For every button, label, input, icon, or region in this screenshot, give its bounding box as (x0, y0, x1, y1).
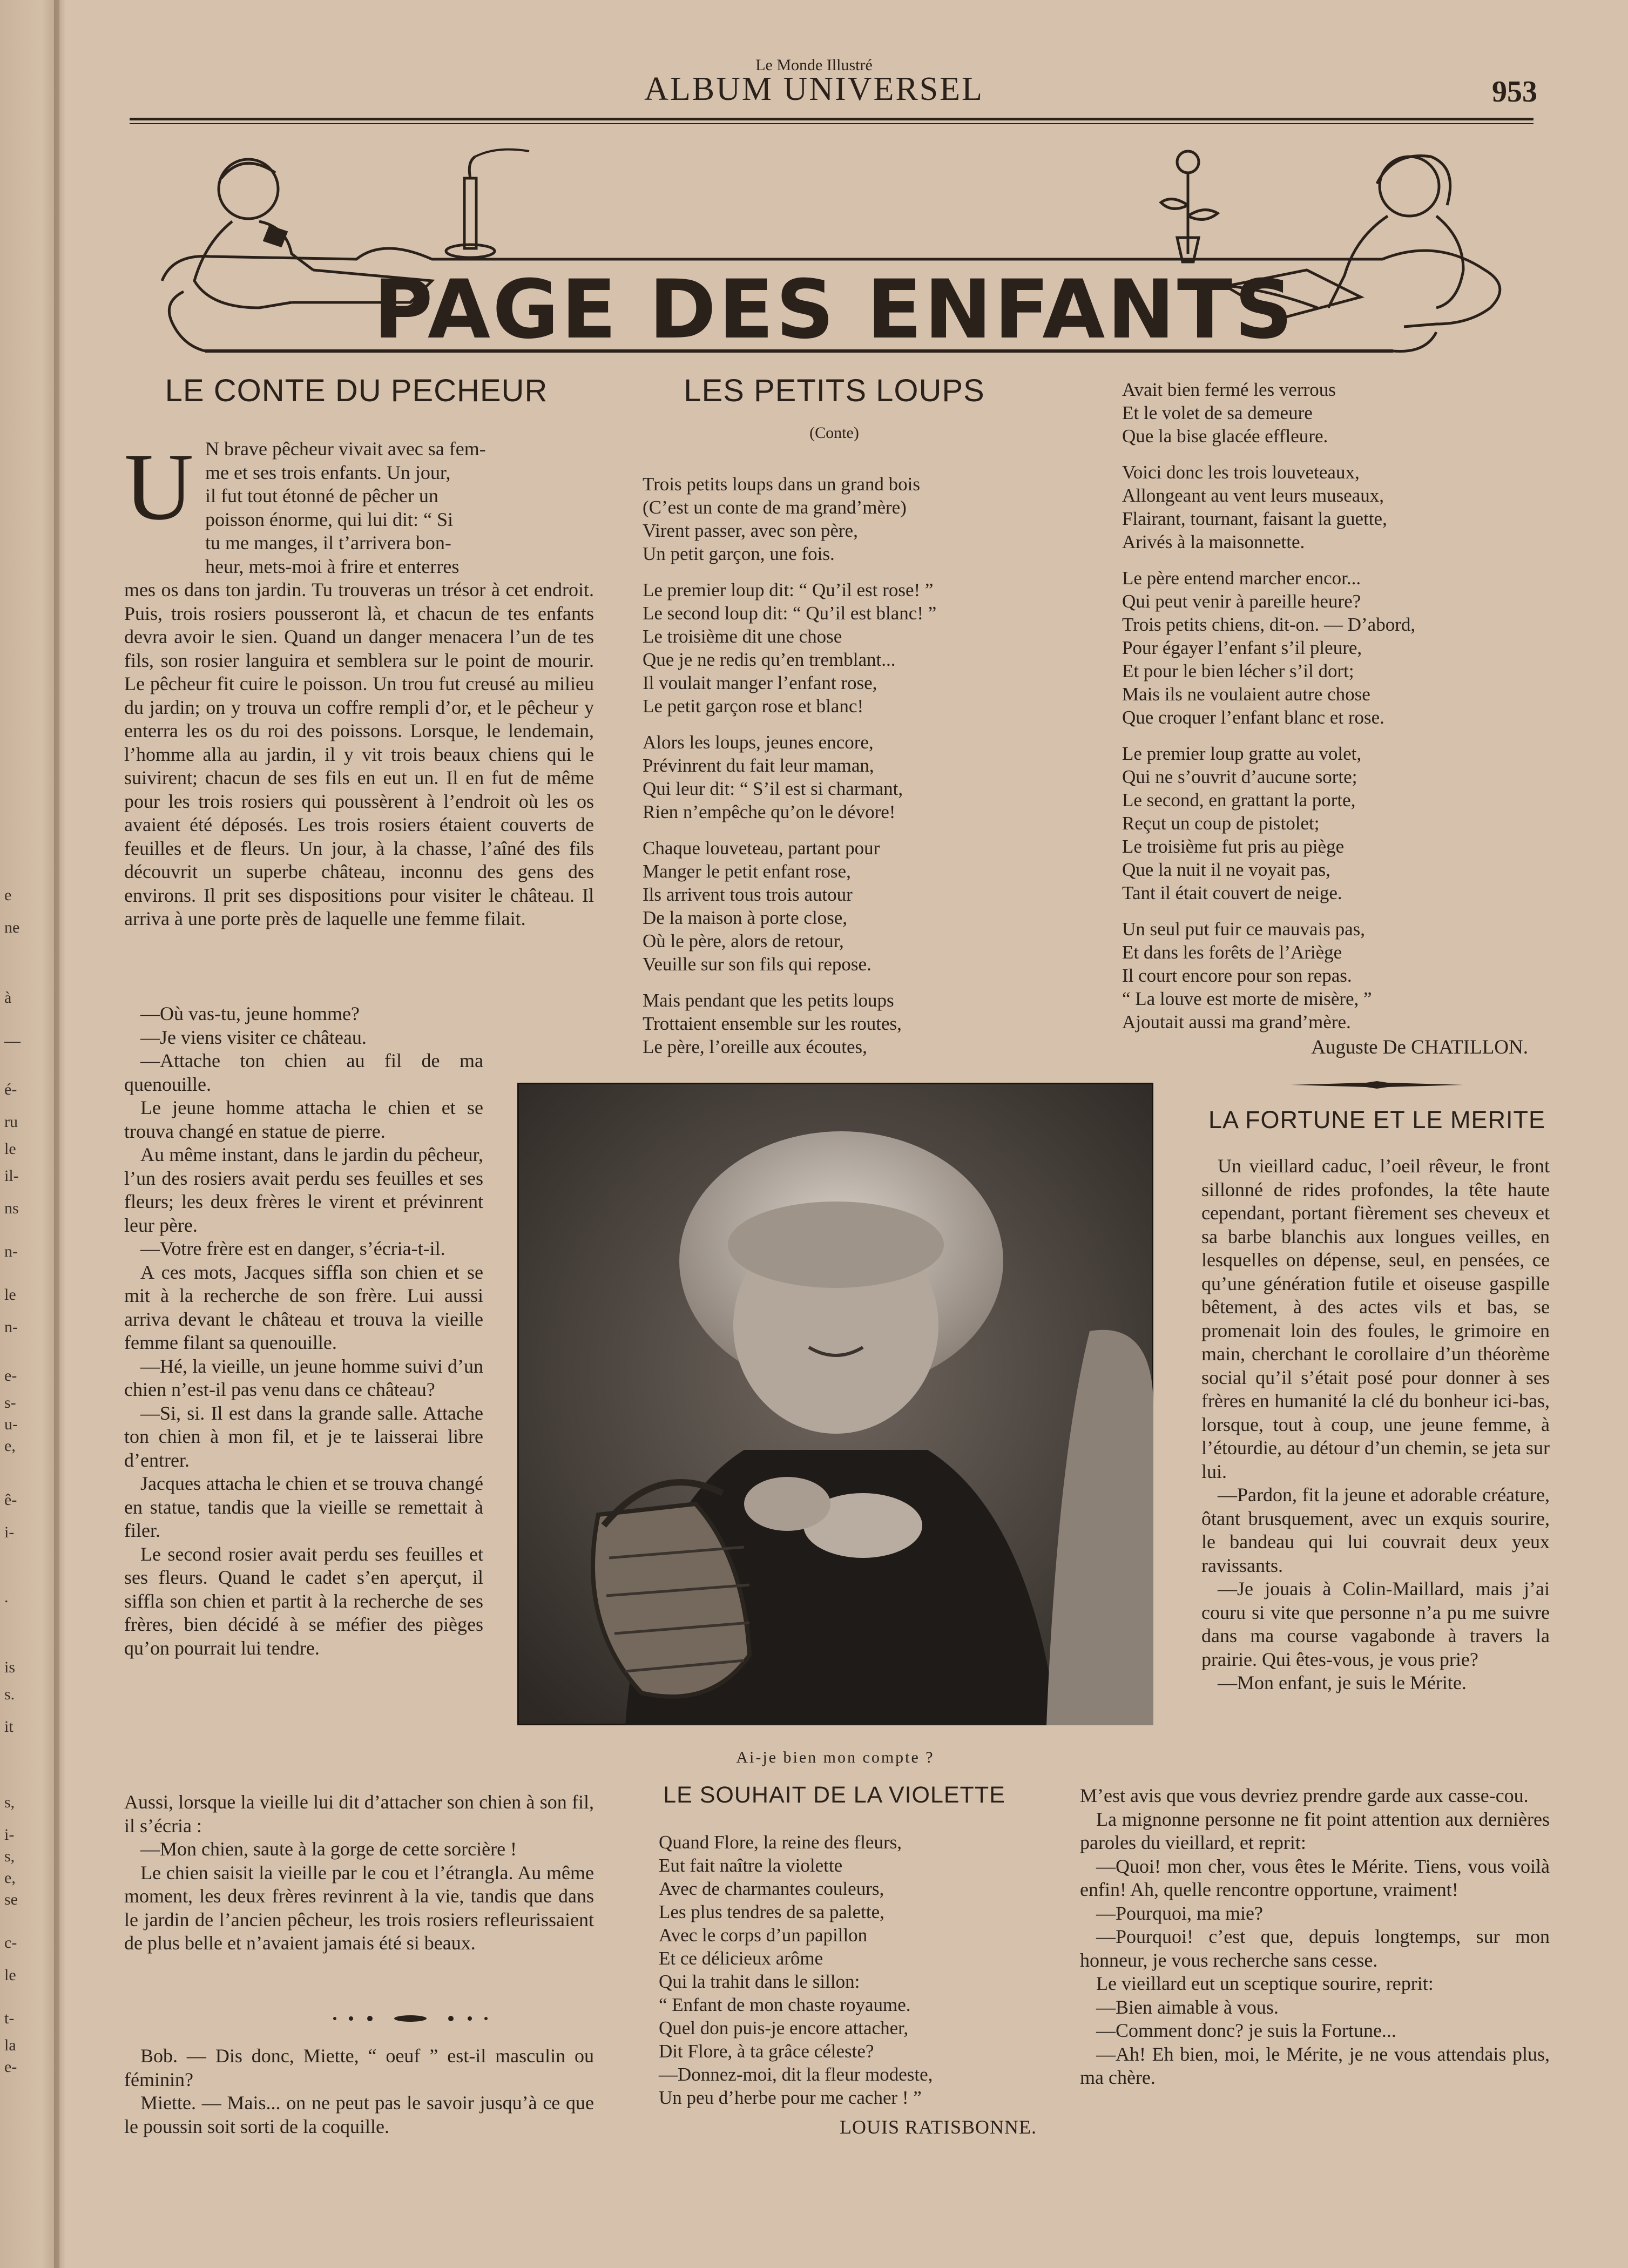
margin-fragment: c- (4, 1934, 17, 1952)
margin-fragment: i- (4, 1826, 15, 1844)
margin-fragment: is (4, 1658, 16, 1676)
poem-line: Avec le corps d’un papillon (659, 1925, 868, 1946)
violette-author: LOUIS RATISBONNE. (839, 2116, 1037, 2138)
dialog-line: Bob. — Dis donc, Miette, “ oeuf ” est-il masculin ou féminin? (124, 2045, 594, 2090)
poem-stanza (643, 836, 936, 976)
page-number: 953 (1492, 75, 1537, 109)
adjacent-page-edge (0, 0, 59, 2268)
ornament-divider (324, 2015, 497, 2022)
poem-line: De la maison à porte close, (643, 907, 848, 928)
poem-line: Tant il était couvert de neige. (1122, 882, 1342, 903)
poem-line: Quand Flore, la reine des fleurs, (659, 1832, 902, 1853)
margin-fragment: e (4, 886, 12, 904)
poem-line: Qui ne s’ouvrit d’aucune sorte; (1122, 766, 1357, 787)
poem-line: Le premier loup dit: “ Qu’il est rose! ” (643, 579, 934, 600)
poem-line: Dit Flore, à ta grâce céleste? (659, 2041, 874, 2062)
conte-middle (124, 1002, 483, 1660)
margin-fragment: e- (4, 1367, 17, 1385)
conte-line: heur, mets-moi à frire et enterres (205, 555, 460, 577)
poem-stanza (643, 989, 936, 1058)
poem-line: Trottaient ensemble sur les routes, (643, 1013, 902, 1034)
conte-paragraph: —Votre frère est en danger, s’écria-t-il. (140, 1238, 445, 1259)
masthead-subtitle: Le Monde Illustré (755, 56, 873, 74)
margin-fragment: s. (4, 1685, 15, 1703)
flower-drawing (1161, 151, 1218, 262)
poem-line: Le second, en grattant la porte, (1122, 789, 1356, 811)
poem-stanza (1122, 378, 1415, 448)
conte-line: me et ses trois enfants. Un jour, (205, 461, 451, 483)
margin-fragment: le (4, 1966, 16, 1984)
conte-paragraph: Au même instant, dans le jardin du pêcheur, l’un des rosiers avait perdu ses feuilles et ses fleurs; les deux frères le virent et prévinrent leur père. (124, 1144, 483, 1236)
poem-line: Ajoutait aussi ma grand’mère. (1122, 1011, 1351, 1032)
margin-fragment: la (4, 2036, 16, 2054)
fortune-paragraph: Un vieillard caduc, l’oeil rêveur, le front sillonné de rides profondes, la tête haute cependant, portant fièrement ses cheveux et sa barbe blanchis aux longues veilles, en lesquelles on dépense, seul, en pensées, ce qu’une génération futile et oiseuse gaspille bêtement, à des actes vils et bas, se promenait loin des foules, le grimoire en main, cherchant le corollaire d’un théorème social qu’il s’était posé pour donner à ses frères en humanité la clé du bonheur ici-bas, lorsque, tout à coup, une jeune femme, à l’étourdie, au détour d’un chemin, se jeta sur lui. (1201, 1155, 1550, 1482)
poem-stanza (1122, 566, 1415, 729)
poem-stanza (643, 473, 936, 565)
margin-fragment: le (4, 1140, 16, 1158)
conte-paragraph: Jacques attacha le chien et se trouva changé en statue, tandis que la vieille se remettait à filer. (124, 1473, 483, 1541)
poem-stanza (1122, 742, 1415, 905)
conte-title: LE CONTE DU PECHEUR (165, 373, 548, 408)
fortune-paragraph: M’est avis que vous devriez prendre garde aux casse-cou. (1080, 1785, 1529, 1806)
poem-line: Que la nuit il ne voyait pas, (1122, 859, 1330, 880)
photo-caption: Ai-je bien mon compte ? (736, 1749, 935, 1766)
poem-line: Le père entend marcher encor... (1122, 568, 1361, 589)
conte-paragraph: —Hé, la vieille, un jeune homme suivi d’un chien n’est-il pas venu dans ce château? (124, 1355, 483, 1400)
poem-line: Le père, l’oreille aux écoutes, (643, 1036, 867, 1057)
drop-cap: U (124, 433, 194, 540)
masthead-title: ALBUM UNIVERSEL (644, 71, 984, 107)
margin-fragment: u- (4, 1415, 18, 1433)
loups-subtitle: (Conte) (809, 424, 859, 442)
margin-fragment: . (4, 1588, 9, 1606)
poem-line: Avait bien fermé les verrous (1122, 379, 1336, 400)
poem-line: Voici donc les trois louveteaux, (1122, 462, 1360, 483)
poem-line: Qui la trahit dans le sillon: (659, 1971, 860, 1992)
margin-fragment: — (4, 1032, 21, 1050)
conte-paragraph: Le second rosier avait perdu ses feuilles et ses fleurs. Quand le cadet s’en aperçut, il siffla son chien et partit à la recherche de ses frères, bien décidé à se méfier des pièges qu’on pourrait lui tendre. (124, 1543, 483, 1659)
candle-drawing (446, 150, 529, 258)
margin-fragment: n- (4, 1243, 18, 1260)
poem-line: Mais ils ne voulaient autre chose (1122, 684, 1370, 705)
margin-fragment: ne (4, 919, 20, 936)
poem-line: Un seul put fuir ce mauvais pas, (1122, 919, 1366, 940)
conte-line: N brave pêcheur vivait avec sa fem- (205, 438, 486, 460)
poem-line: Rien n’empêche qu’on le dévore! (643, 801, 896, 822)
poem-line: Que la bise glacée effleure. (1122, 426, 1328, 447)
conte-paragraph: Le jeune homme attacha le chien et se trouva changé en statue de pierre. (124, 1097, 483, 1142)
conte-paragraph: —Si, si. Il est dans la grande salle. Attache ton chien à mon fil, et je te laisserai libre d’entrer. (124, 1402, 483, 1471)
conte-line: poisson énorme, qui lui dit: “ Si (205, 508, 453, 530)
poem-line: Prévinrent du fait leur maman, (643, 755, 874, 776)
margin-fragment: se (4, 1891, 18, 1908)
conte-paragraph: Aussi, lorsque la vieille lui dit d’attacher son chien à son fil, il s’écria : (124, 1791, 594, 1837)
fortune-paragraph: —Comment donc? je suis la Fortune... (1096, 2020, 1396, 2041)
poem-line: Le troisième dit une chose (643, 626, 842, 647)
fortune-paragraph: —Pourquoi! c’est que, depuis longtemps, sur mon honneur, je vous recherche sans cesse. (1080, 1926, 1550, 1971)
poem-line: Qui leur dit: “ S’il est si charmant, (643, 778, 903, 799)
poem-line: Ils arrivent tous trois autour (643, 884, 853, 905)
conte-opening (124, 433, 594, 931)
poem-line: Alors les loups, jeunes encore, (643, 732, 874, 753)
poem-line: Que je ne redis qu’en tremblant... (643, 649, 896, 670)
fortune-paragraph: —Quoi! mon cher, vous êtes le Mérite. Tiens, vous voilà enfin! Ah, quelle rencontre opportune, vraiment! (1080, 1855, 1550, 1900)
loups-poem-part1 (643, 473, 936, 1071)
poem-line: “ Enfant de mon chaste royaume. (659, 1994, 911, 2015)
poem-line: Et ce délicieux arôme (659, 1948, 823, 1969)
margin-fragment: s, (4, 1847, 15, 1865)
margin-fragment: e- (4, 2058, 17, 2076)
masthead-rule-thin (130, 123, 1534, 124)
poem-line: Trois petits loups dans un grand bois (643, 474, 921, 495)
fortune-paragraph: —Ah! Eh bien, moi, le Mérite, je ne vous attendais plus, ma chère. (1080, 2043, 1550, 2088)
poem-stanza (1122, 461, 1415, 554)
fortune-title: LA FORTUNE ET LE MERITE (1208, 1106, 1545, 1133)
conte-line: tu me manges, il t’arrivera bon- (205, 532, 451, 554)
masthead-rule (130, 118, 1534, 120)
poem-line: Manger le petit enfant rose, (643, 861, 851, 882)
margin-fragment: i- (4, 1523, 15, 1541)
poem-stanza (1122, 917, 1415, 1034)
margin-fragment: il- (4, 1167, 19, 1185)
poem-line: Trois petits chiens, dit-on. — D’abord, (1122, 614, 1416, 635)
poem-line: Le premier loup gratte au volet, (1122, 743, 1362, 764)
fortune-paragraph: —Mon enfant, je suis le Mérite. (1218, 1672, 1467, 1693)
fortune-paragraph: Le vieillard eut un sceptique sourire, reprit: (1096, 1973, 1434, 1994)
poem-line: Les plus tendres de sa palette, (659, 1901, 884, 1922)
poem-line: Et dans les forêts de l’Ariège (1122, 942, 1342, 963)
banner-title: PAGE DES ENFANTS (373, 263, 1295, 357)
conte-line: il fut tout étonné de pêcher un (205, 485, 438, 507)
conte-paragraph: —Attache ton chien au fil de ma quenouille. (124, 1050, 483, 1095)
margin-fragment: ns (4, 1199, 19, 1217)
fortune-paragraph: —Bien aimable à vous. (1096, 1996, 1279, 2018)
margin-fragment: ru (4, 1113, 18, 1131)
poem-line: Où le père, alors de retour, (643, 930, 844, 951)
poem-line: (C’est un conte de ma grand’mère) (643, 497, 907, 518)
poem-line: Reçut un coup de pistolet; (1122, 813, 1320, 834)
gutter-shadow (54, 0, 66, 2268)
poem-line: Quel don puis-je encore attacher, (659, 2017, 909, 2039)
margin-fragment: t- (4, 2009, 15, 2027)
poem-line: Que croquer l’enfant blanc et rose. (1122, 707, 1384, 728)
margin-fragment: é- (4, 1081, 17, 1098)
fortune-paragraph: La mignonne personne ne fit point attention aux dernières paroles du vieillard, et reprit: (1080, 1808, 1550, 1853)
poem-line: Allongeant au vent leurs museaux, (1122, 485, 1384, 506)
poem-line: Un petit garçon, une fois. (643, 543, 835, 564)
fortune-paragraph: —Pardon, fit la jeune et adorable créature, ôtant brusquement, avec un exquis sourire, le bandeau qui lui couvrait deux yeux ravissants. (1201, 1484, 1550, 1576)
poem-line: Veuille sur son fils qui repose. (643, 954, 872, 975)
poem-line: Le second loup dit: “ Qu’il est blanc! ” (643, 603, 937, 624)
poem-line: Le petit garçon rose et blanc! (643, 696, 864, 717)
conte-paragraph: —Je viens visiter ce château. (140, 1026, 367, 1048)
fortune-paragraph: —Je jouais à Colin-Maillard, mais j’ai couru si vite que personne n’a pu me suivre dans ma course vagabonde à travers la prairie. Qui êtes-vous, je vous prie? (1201, 1578, 1550, 1670)
loups-author: Auguste De CHATILLON. (1311, 1036, 1528, 1058)
poem-line: Chaque louveteau, partant pour (643, 838, 880, 859)
poem-line: Qui peut venir à pareille heure? (1122, 591, 1361, 612)
margin-fragment: à (4, 989, 12, 1007)
poem-line: Virent passer, avec son père, (643, 520, 858, 541)
violette-title: LE SOUHAIT DE LA VIOLETTE (663, 1782, 1005, 1808)
poem-stanza (643, 731, 936, 824)
photo-child-with-basket (517, 1083, 1153, 1725)
poem-stanza (643, 578, 936, 718)
margin-fragment: s, (4, 1793, 15, 1811)
conte-paragraph: mes os dans ton jardin. Tu trouveras un trésor à cet endroit. Puis, trois rosiers pousseront là, et chacun de tes enfants devra avoir le sien. Quand un danger menacera l’un de tes fils, son rosier languira et semblera sur le point de mourir. Le pêcheur fit cuire le poisson. Un trou fut creusé au milieu du jardin; on y trouva un coffre rempli d’or, et le pêcheur y enterra les os du roi des poissons. Lorsque, le lendemain, l’homme alla au jardin, il y vit trois beaux chiens qui le suivirent; chacun de ses fils en eut un. Il en fut de même pour les trois rosiers qui poussèrent à l’endroit où les os avaient été déposés. Les trois rosiers étaient couverts de feuilles et de fleurs. Un jour, à la chasse, l’aîné des fils découvrit un superbe château, inconnu des gens des environs. Il prit ses dispositions pour visiter le château. Il arriva à une porte près de laquelle une femme filait. (124, 579, 594, 929)
margin-fragment: s- (4, 1394, 16, 1412)
poem-line: Pour égayer l’enfant s’il pleure, (1122, 637, 1362, 658)
fortune-text-top (1201, 1155, 1550, 1695)
poem-line: Un peu d’herbe pour me cacher ! ” (659, 2087, 922, 2108)
margin-fragment: ê- (4, 1491, 17, 1509)
poem-line: Eut fait naître la violette (659, 1855, 843, 1876)
loups-title: LES PETITS LOUPS (684, 373, 985, 408)
joke-dialog (124, 2044, 594, 2138)
conte-paragraph: —Où vas-tu, jeune homme? (140, 1003, 360, 1024)
poem-line: Et pour le bien lécher s’il dort; (1122, 660, 1354, 681)
poem-line: Et le volet de sa demeure (1122, 402, 1313, 423)
fortune-text-bottom (1080, 1784, 1550, 2090)
fortune-paragraph: —Pourquoi, ma mie? (1096, 1902, 1263, 1924)
margin-fragment: it (4, 1718, 13, 1736)
poem-line: Il voulait manger l’enfant rose, (643, 672, 877, 693)
margin-fragment: e, (4, 1869, 16, 1887)
margin-fragment: e, (4, 1437, 16, 1455)
poem-line: Arivés à la maisonnette. (1122, 531, 1305, 552)
poem-line: “ La louve est morte de misère, ” (1122, 988, 1372, 1009)
poem-line: Il court encore pour son repas. (1122, 965, 1352, 986)
poem-line: Le troisième fut pris au piège (1122, 836, 1345, 857)
poem-line: Flairant, tournant, faisant la guette, (1122, 508, 1387, 529)
poem-line: —Donnez-moi, dit la fleur modeste, (659, 2064, 933, 2085)
violette-poem (659, 1831, 933, 2109)
poem-line: Avec de charmantes couleurs, (659, 1878, 884, 1899)
conte-paragraph: —Mon chien, saute à la gorge de cette sorcière ! (140, 1838, 517, 1860)
banner-illustration (151, 146, 1512, 367)
dialog-line: Miette. — Mais... on ne peut pas le savoir jusqu’à ce que le poussin soit sorti de la coquille. (124, 2092, 594, 2137)
loups-poem-part2 (1122, 378, 1415, 1047)
margin-fragment: le (4, 1286, 16, 1304)
poem-line: Mais pendant que les petits loups (643, 990, 894, 1011)
conte-ending (124, 1791, 594, 1955)
conte-paragraph: A ces mots, Jacques siffla son chien et se mit à la recherche de son frère. Lui aussi arriva devant le château et trouva la vieille femme filant sa quenouille. (124, 1261, 483, 1353)
ornament-divider (1291, 1081, 1463, 1089)
margin-fragment: n- (4, 1318, 18, 1336)
conte-paragraph: Le chien saisit la vieille par le cou et l’étrangla. Au même moment, les deux frères revinrent à la vie, tandis que dans le jardin de l’ancien pêcheur, les trois rosiers refleurissaient de plus belle et n’avaient jamais été si beaux. (124, 1861, 594, 1954)
